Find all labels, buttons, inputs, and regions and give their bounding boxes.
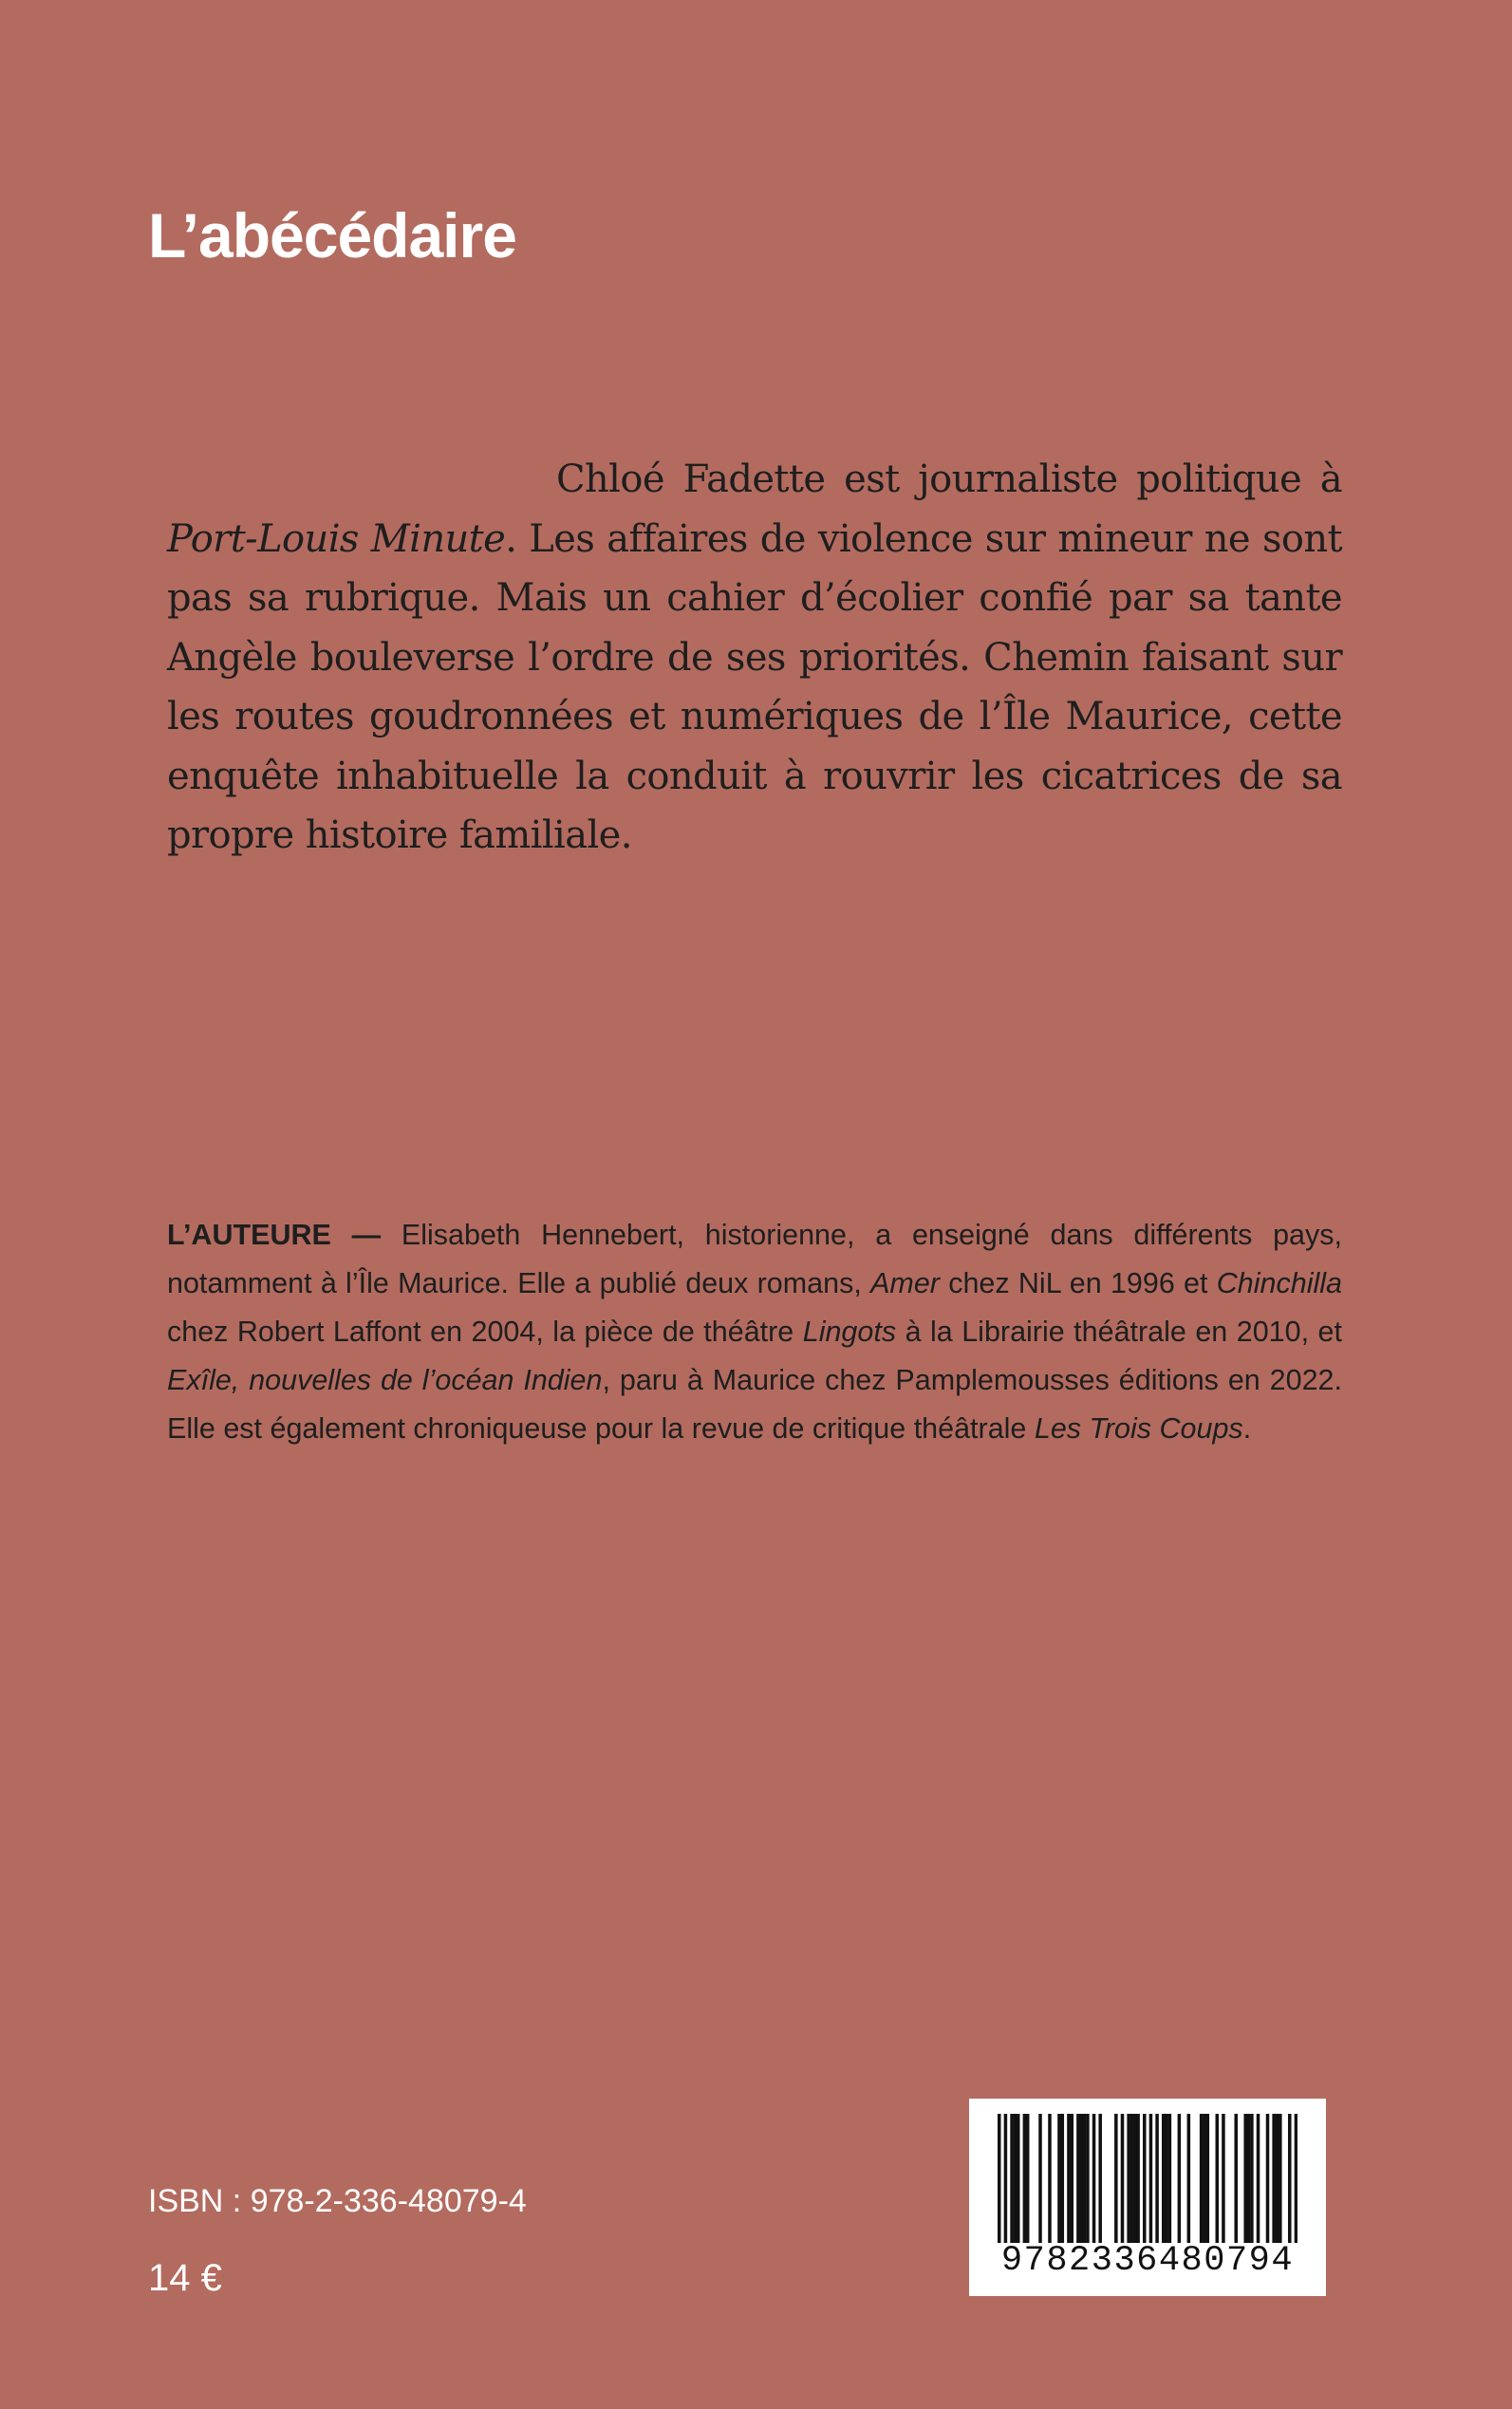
- barcode-bar: [1272, 2114, 1276, 2243]
- book-title-exile: Exîle, nouvelles de l’océan Indien: [167, 1364, 603, 1396]
- barcode-bar: [1234, 2114, 1238, 2243]
- barcode-bar: [1216, 2114, 1220, 2243]
- barcode-bar: [1143, 2114, 1147, 2243]
- barcode-bar: [1057, 2114, 1061, 2243]
- barcode-bar: [1061, 2114, 1065, 2243]
- barcode-bar: [1017, 2114, 1020, 2243]
- price-label: 14 €: [148, 2257, 222, 2299]
- barcode-bar: [1200, 2114, 1204, 2243]
- barcode-bar: [1288, 2114, 1292, 2243]
- barcode-bar: [1295, 2114, 1297, 2243]
- play-title-lingots: Lingots: [802, 1316, 897, 1348]
- barcode-bar: [1092, 2114, 1096, 2243]
- author-bio: [167, 1211, 1342, 1453]
- barcode-bar: [1130, 2114, 1134, 2243]
- barcode-bar: [1250, 2114, 1254, 2243]
- barcode-bars: [998, 2114, 1297, 2243]
- barcode-bar: [1026, 2114, 1030, 2243]
- barcode-bar: [1162, 2114, 1166, 2243]
- isbn-label: ISBN : 978-2-336-48079-4: [148, 2183, 527, 2219]
- blurb-newspaper-name: Port-Louis Minute: [167, 516, 506, 561]
- review-title: Les Trois Coups: [1034, 1412, 1243, 1445]
- author-bio-text-1: Elisabeth Hennebert, historienne, a enseigné dans différents pays, notamment à l’Île Maurice. Elle a publié deux romans,: [167, 1219, 1342, 1299]
- book-blurb: [167, 450, 1342, 866]
- barcode-bar: [1010, 2114, 1014, 2243]
- barcode-bar: [1014, 2114, 1017, 2243]
- blurb-text-2: . Les affaires de violence sur mineur ne sont pas sa rubrique. Mais un cahier d’écolier confié par sa tante Angèle bouleverse l’ordre de ses priorités. Chemin faisant sur les routes goudronnées et numériques de l’Île Maurice, cette enquête inhabituelle la conduit à rouvrir les cicatrices de sa propre histoire familiale.: [167, 516, 1342, 857]
- barcode-bar: [1076, 2114, 1080, 2243]
- barcode-bar: [1203, 2114, 1206, 2243]
- barcode-bar: [1276, 2114, 1279, 2243]
- book-title-chinchilla: Chinchilla: [1216, 1267, 1342, 1299]
- barcode-bar: [1038, 2114, 1042, 2243]
- barcode-bar: [1257, 2114, 1260, 2243]
- author-bio-text-2: chez NiL en 1996 et: [939, 1267, 1217, 1299]
- barcode-bar: [998, 2114, 1001, 2243]
- barcode-bar: [1086, 2114, 1090, 2243]
- barcode-bar: [1222, 2114, 1225, 2243]
- barcode-bar: [1114, 2114, 1118, 2243]
- barcode-bar: [1079, 2114, 1083, 2243]
- barcode-bar: [1023, 2114, 1027, 2243]
- barcode-bar: [1083, 2114, 1087, 2243]
- author-bio-text-4: à la Librairie théâtrale en 2010, et: [896, 1316, 1342, 1348]
- barcode-bar: [1178, 2114, 1182, 2243]
- barcode-bar: [1168, 2114, 1172, 2243]
- barcode-bar: [1048, 2114, 1052, 2243]
- author-bio-heading: L’AUTEURE —: [167, 1219, 382, 1251]
- barcode-bar: [1071, 2114, 1074, 2243]
- barcode-bar: [1098, 2114, 1102, 2243]
- barcode-bar: [1067, 2114, 1071, 2243]
- book-title: L’abécédaire: [148, 200, 516, 271]
- barcode-bar: [1165, 2114, 1168, 2243]
- blurb-text-1: Chloé Fadette est journaliste politique à: [556, 458, 1342, 501]
- barcode-digits: 9782336480794: [1000, 2241, 1295, 2281]
- barcode-bar: [1155, 2114, 1159, 2243]
- barcode-bar: [1004, 2114, 1008, 2243]
- author-bio-text-6: .: [1242, 1412, 1252, 1445]
- barcode-bar: [1247, 2114, 1251, 2243]
- barcode-bar: [1187, 2114, 1191, 2243]
- barcode: [969, 2099, 1326, 2296]
- barcode-bar: [1266, 2114, 1270, 2243]
- barcode-bar: [1133, 2114, 1137, 2243]
- barcode-bar: [1149, 2114, 1153, 2243]
- barcode-bar: [1127, 2114, 1130, 2243]
- barcode-bar: [1279, 2114, 1282, 2243]
- barcode-bar: [1121, 2114, 1125, 2243]
- book-title-amer: Amer: [870, 1267, 940, 1299]
- barcode-bar: [1136, 2114, 1140, 2243]
- barcode-bar: [1206, 2114, 1210, 2243]
- author-bio-text-5: , paru à Maurice chez Pamplemousses éditions en 2022. Elle est également chroniqueuse pour la revue de critique théâtrale: [167, 1364, 1342, 1445]
- barcode-bar: [1243, 2114, 1247, 2243]
- author-bio-text-3: chez Robert Laffont en 2004, la pièce de théâtre: [167, 1316, 803, 1348]
